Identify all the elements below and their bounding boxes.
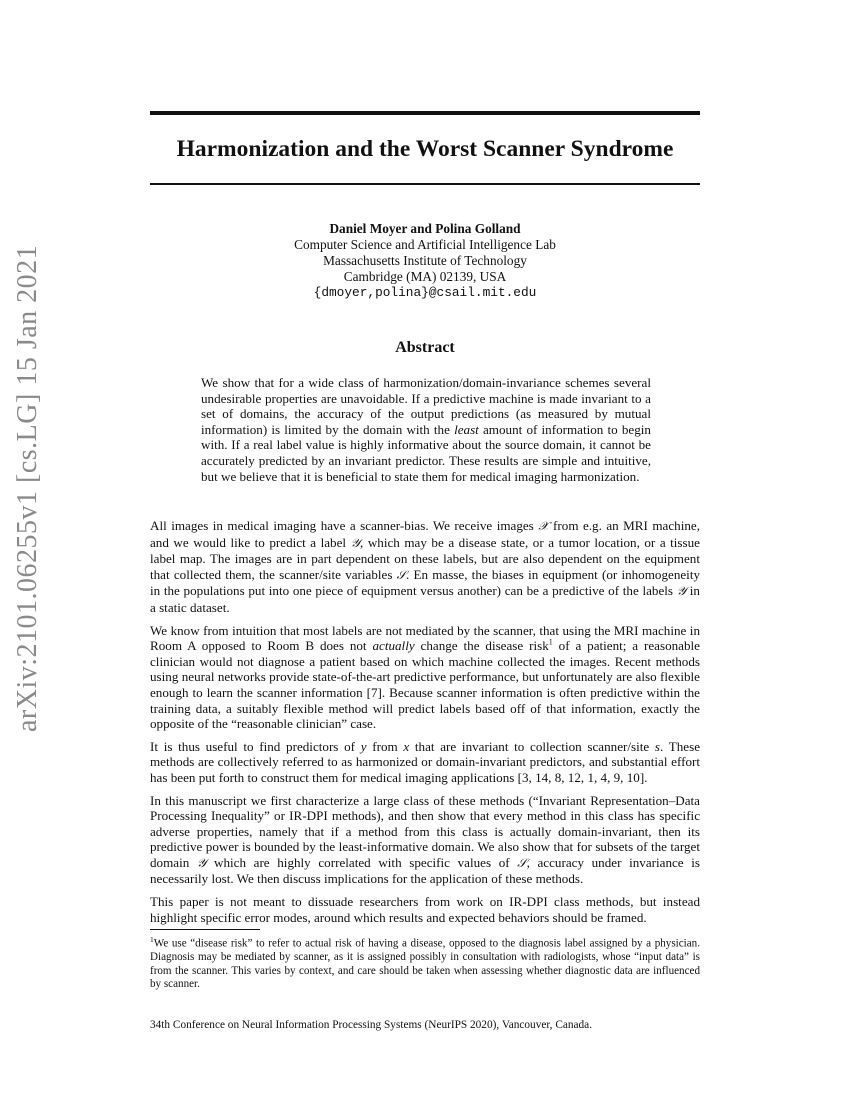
paragraph: It is thus useful to find predictors of y from x that are invariant to collection scanner/site s. These methods are collectively referred to as harmonized or domain-invariant predictors, and substantial effort has been put forth to construct them for medical imaging applications [3, 14, 8, 12, 1, 4, 9, 10]. bbox=[150, 738, 701, 785]
title-top-rule bbox=[150, 111, 700, 115]
footnote-rule bbox=[150, 929, 260, 930]
paper-title: Harmonization and the Worst Scanner Syndrome bbox=[176, 136, 674, 162]
affiliation-line: Computer Science and Artificial Intelligence Lab bbox=[294, 237, 556, 252]
author-email: {dmoyer,polina}@csail.mit.edu bbox=[313, 285, 537, 300]
paragraph: In this manuscript we first characterize a large class of these methods (“Invariant Representation–Data Processing Inequality” or IR-DPI methods), and then show that every method in this class has specific adverse properties, namely that if a method from this class is actually domain-invariant, then its predictive power is bounded by the least-informative domain. We also show that for subsets of the target domain 𝒴 which are highly correlated with specific values of 𝒮, accuracy under invariance is necessarily lost. We then discuss implications for the application of these methods. bbox=[150, 792, 700, 887]
abstract-heading: Abstract bbox=[395, 339, 455, 356]
author-names: Daniel Moyer and Polina Golland bbox=[329, 221, 521, 236]
author-block bbox=[150, 221, 700, 301]
venue-footer: 34th Conference on Neural Information Processing Systems (NeurIPS 2020), Vancouver, Canada. bbox=[150, 1019, 593, 1031]
footnote: $^1$We use “disease risk” to refer to actual risk of having a disease, opposed to the diagnosis label assigned by a physician. Diagnosis may be mediated by scanner, as it is assigned possibly in consultation with radiologists, whose “input data” is from the scanner. This varies by context, and care should be taken when assessing whether diagnostic data are influenced by scanner. bbox=[150, 935, 700, 990]
arxiv-identifier: arXiv:2101.06255v1 [cs.LG] 15 Jan 2021 bbox=[12, 244, 43, 732]
affiliation-line: Cambridge (MA) 02139, USA bbox=[343, 269, 507, 284]
title-bottom-rule bbox=[150, 183, 700, 185]
paragraph: We know from intuition that most labels are not mediated by the scanner, that using the MRI machine in Room A opposed to Room B does not actually change the disease risk$^1$ of a patient; a reasonable clinician would not diagnose a patient based on which machine collected the images. Recent methods using neural networks provide state-of-the-art predictive performance, but unfortunately are also flexible enough to learn the scanner information [7]. Because scanner information is often predictive within the training data, a suitably flexible method will predict labels based off of that information, exactly the opposite of the “reasonable clinician” case. bbox=[150, 622, 700, 732]
paragraph: This paper is not meant to dissuade researchers from work on IR-DPI class methods, but instead highlight specific error modes, around which results and expected behaviors should be framed. bbox=[150, 894, 700, 925]
footnote-marker: 1 bbox=[548, 637, 553, 647]
abstract-text: We show that for a wide class of harmonization/domain-invariance schemes several undesirable properties are unavoidable. If a predictive machine is made invariant to a set of domains, the accuracy of the output predictions (as measured by mutual information) is limited by the domain with the least amount of information to begin with. If a real label value is highly informative about the source domain, it cannot be accurately predicted by an invariant predictor. These results are simple and intuitive, but we believe that it is beneficial to state them for medical imaging harmonization. bbox=[201, 375, 651, 484]
body-text bbox=[150, 518, 700, 932]
affiliation-line: Massachusetts Institute of Technology bbox=[323, 253, 527, 268]
paragraph: All images in medical imaging have a scanner-bias. We receive images 𝒳 from e.g. an MRI machine, and we would like to predict a label 𝒴, which may be a disease state, or a tumor location, or a tissue label map. The images are in part dependent on these labels, but are also dependent on the equipment that collected them, the scanner/site variables 𝒮. En masse, the biases in equipment (or inhomogeneity in the populations put into one piece of equipment versus another) can be a predictive of the labels 𝒴 in a static dataset. bbox=[150, 518, 700, 615]
